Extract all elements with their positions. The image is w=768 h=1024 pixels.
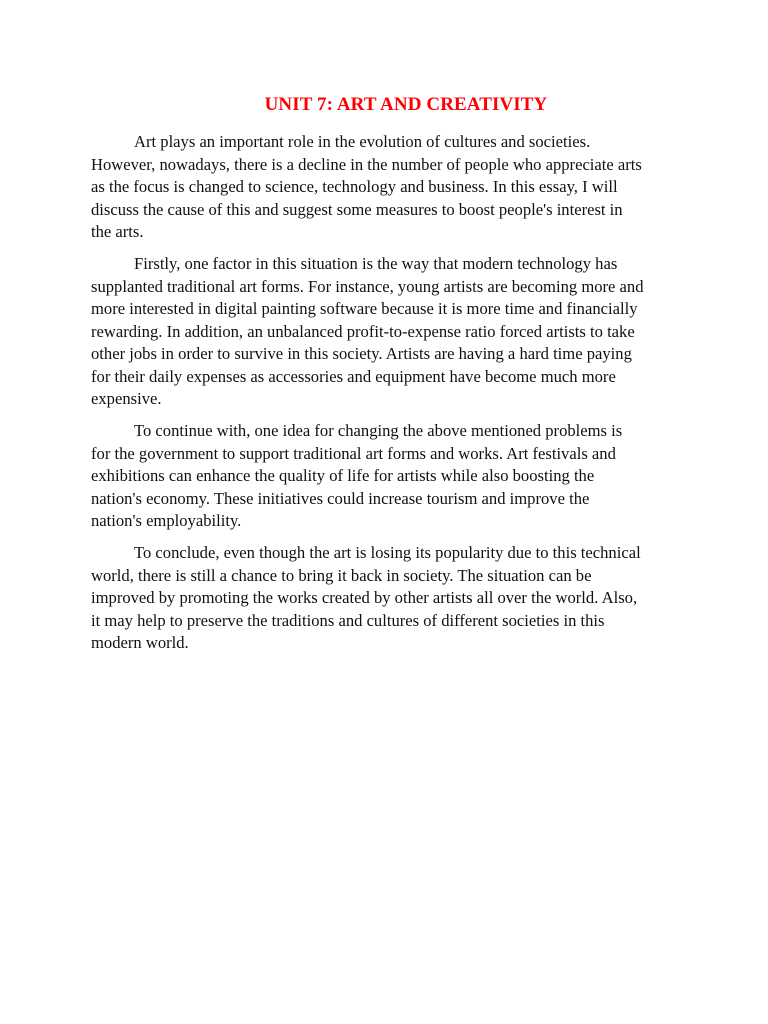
paragraph-line: However, nowadays, there is a decline in the number of people who appreciate arts	[91, 154, 642, 174]
paragraph-line: Firstly, one factor in this situation is the way that modern technology has	[134, 254, 618, 273]
paragraph-line: other jobs in order to survive in this society. Artists are having a hard time paying	[91, 344, 632, 363]
paragraph-line: modern world.	[91, 633, 189, 652]
paragraph-line: nation's employability.	[91, 511, 242, 530]
paragraph-line: for their daily expenses as accessories and equipment have become much more	[91, 366, 616, 386]
paragraph-line: discuss the cause of this and suggest some measures to boost people's interest in	[91, 199, 623, 219]
paragraph-line: Art plays an important role in the evolution of cultures and societies.	[134, 132, 591, 151]
paragraph-line: as the focus is changed to science, technology and business. In this essay, I will	[91, 177, 618, 196]
paragraph-introduction	[91, 131, 691, 244]
paragraph-line: To conclude, even though the art is losing its popularity due to this technical	[134, 543, 641, 562]
paragraph-line: exhibitions can enhance the quality of life for artists while also boosting the	[91, 466, 595, 485]
paragraph-line: more interested in digital painting software because it is more time and financially	[91, 299, 638, 318]
paragraph-body-2	[91, 420, 691, 533]
document-body	[91, 131, 691, 664]
paragraph-line: expensive.	[91, 389, 162, 408]
paragraph-line: To continue with, one idea for changing the above mentioned problems is	[134, 421, 623, 440]
paragraph-line: improved by promoting the works created by other artists all over the world. Also,	[91, 588, 638, 607]
paragraph-body-1	[91, 253, 691, 411]
paragraph-line: the arts.	[91, 222, 144, 241]
paragraph-line: rewarding. In addition, an unbalanced profit-to-expense ratio forced artists to take	[91, 321, 635, 341]
paragraph-line: it may help to preserve the traditions and cultures of different societies in this	[91, 610, 605, 630]
paragraph-line: supplanted traditional art forms. For instance, young artists are becoming more and	[91, 276, 644, 296]
paragraph-line: for the government to support traditional art forms and works. Art festivals and	[91, 443, 616, 463]
paragraph-line: nation's economy. These initiatives could increase tourism and improve the	[91, 488, 590, 508]
document-title: UNIT 7: ART AND CREATIVITY	[264, 94, 548, 115]
paragraph-conclusion	[91, 542, 691, 655]
paragraph-line: world, there is still a chance to bring it back in society. The situation can be	[91, 565, 592, 585]
